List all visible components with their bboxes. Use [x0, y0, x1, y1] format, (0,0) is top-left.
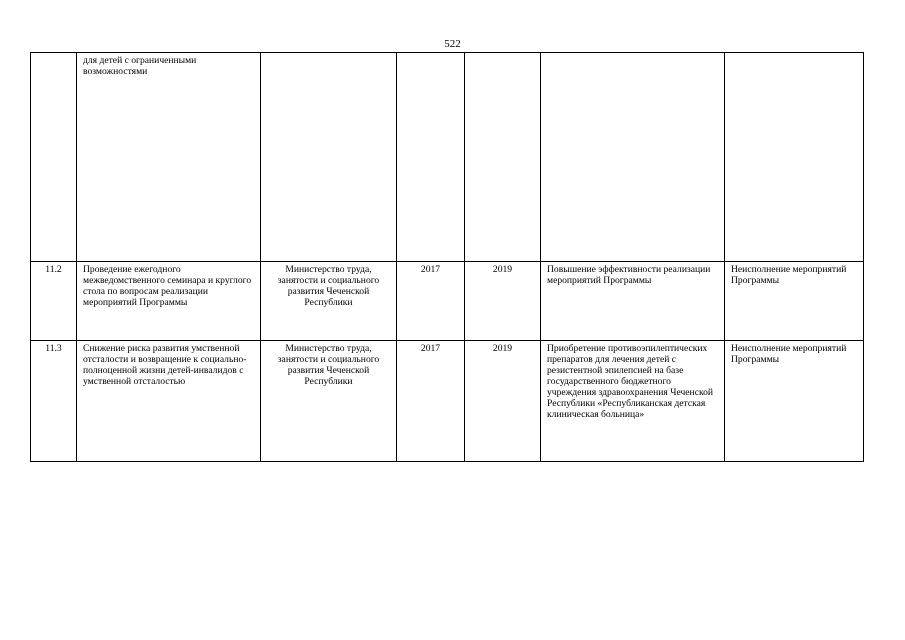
table-row — [31, 53, 864, 262]
measure-name-cell: для детей с ограниченными возможностями — [77, 53, 261, 262]
consequence-cell — [725, 53, 864, 262]
expected-result-cell: Повышение эффективности реализации мероприятий Программы — [541, 262, 725, 341]
end-year-cell: 2019 — [465, 262, 541, 341]
start-year-cell — [397, 53, 465, 262]
page-number: 522 — [444, 38, 461, 50]
table-row — [31, 341, 864, 462]
expected-result-cell: Приобретение противоэпилептических препаратов для лечения детей с резистентной эпилепсией на базе государственного бюджетного учреждения здравоохранения Чеченской Республики «Республиканская детская клиническая больница» — [541, 341, 725, 462]
end-year-cell — [465, 53, 541, 262]
start-year-cell: 2017 — [397, 262, 465, 341]
table-row — [31, 262, 864, 341]
measure-name-cell: Снижение риска развития умственной отсталости и возвращение к социально-полноценной жизни детей-инвалидов с умственной отсталостью — [77, 341, 261, 462]
consequence-cell: Неисполнение мероприятий Программы — [725, 341, 864, 462]
program-measures-table — [30, 52, 864, 462]
consequence-cell: Неисполнение мероприятий Программы — [725, 262, 864, 341]
executor-cell: Министерство труда, занятости и социального развития Чеченской Республики — [261, 262, 397, 341]
row-number-cell: 11.2 — [31, 262, 77, 341]
measure-name-cell: Проведение ежегодного межведомственного семинара и круглого стола по вопросам реализации мероприятий Программы — [77, 262, 261, 341]
end-year-cell: 2019 — [465, 341, 541, 462]
row-number-cell — [31, 53, 77, 262]
expected-result-cell — [541, 53, 725, 262]
row-number-cell: 11.3 — [31, 341, 77, 462]
executor-cell — [261, 53, 397, 262]
executor-cell: Министерство труда, занятости и социального развития Чеченской Республики — [261, 341, 397, 462]
start-year-cell: 2017 — [397, 341, 465, 462]
